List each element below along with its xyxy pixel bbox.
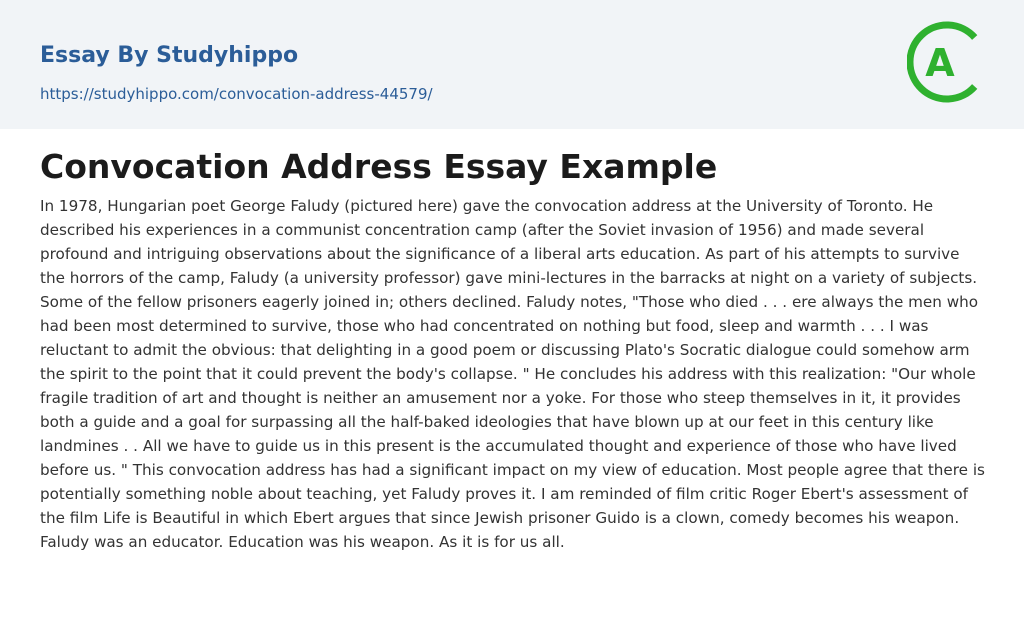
studyhippo-logo[interactable] [907,18,987,106]
logo-a-icon [907,18,987,106]
source-url-link[interactable]: https://studyhippo.com/convocation-address-44579/ [40,85,433,103]
logo-letter: A [925,41,955,85]
site-header [0,0,1024,129]
essay-title: Convocation Address Essay Example [40,147,718,186]
essay-body: In 1978, Hungarian poet George Faludy (pictured here) gave the convocation address at the University of Toronto. He described his experiences in a communist concentration camp (after the Soviet invasion of 1956) and made several profound and intriguing observations about the significance of a liberal arts education. As part of his attempts to survive the horrors of the camp, Faludy (a university professor) gave mini-lectures in the barracks at night on a variety of subjects. Some of the fellow prisoners eagerly joined in; others declined. Faludy notes, "Those who died . . . ere always the men who had been most determined to survive, those who had concentrated on nothing but food, sleep and warmth . . . I was reluctant to admit the obvious: that delighting in a good poem or discussing Plato's Socratic dialogue could somehow arm the spirit to the point that it could prevent the body's collapse. " He concludes his address with this realization: "Our whole fragile tradition of art and thought is neither an amusement nor a yoke. For those who steep themselves in it, it provides both a guide and a goal for surpassing all the half-baked ideologies that have blown up at our feet in this century like landmines . . All we have to guide us in this present is the accumulated thought and experience of those who have lived before us. " This convocation address has had a significant impact on my view of education. Most people agree that there is potentially something noble about teaching, yet Faludy proves it. I am reminded of film critic Roger Ebert's assessment of the film Life is Beautiful in which Ebert argues that since Jewish prisoner Guido is a clown, comedy becomes his weapon. Faludy was an educator. Education was his weapon. As it is for us all. [40,197,985,551]
site-title: Essay By Studyhippo [40,43,299,68]
